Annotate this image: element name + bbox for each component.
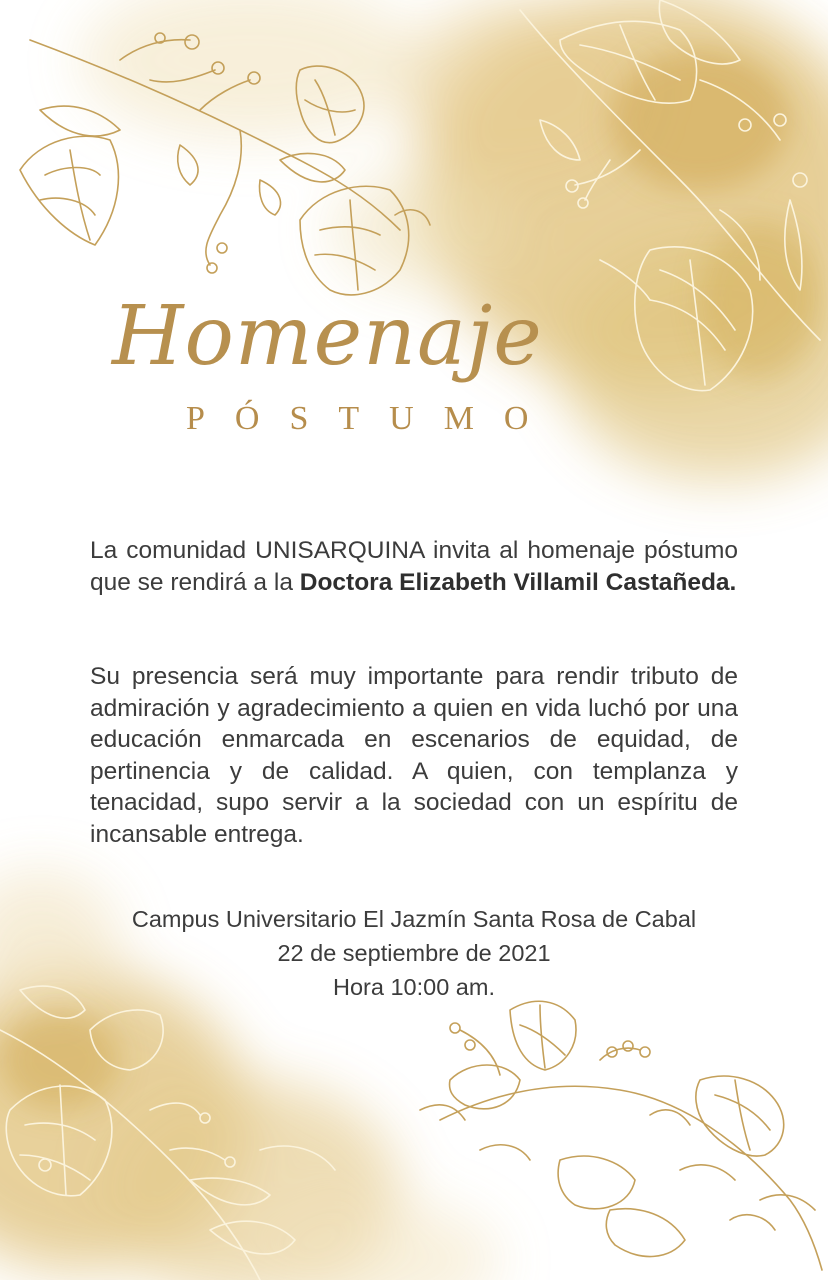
floral-branch-bottom-left-icon [0, 986, 335, 1280]
floral-branch-top-right-icon [520, 0, 820, 391]
intro-paragraph [90, 535, 738, 598]
title-subtitle: PÓSTUMO [186, 400, 559, 437]
event-date: 22 de septiembre de 2021 [277, 940, 551, 966]
intro-text: La comunidad UNISARQUINA invita al homenaje póstumo que se rendirá a la [90, 537, 738, 596]
event-place: Campus Universitario El Jazmín Santa Rosa de Cabal [131, 906, 697, 932]
honoree-name: Doctora Elizabeth Villamil Castañeda. [299, 568, 737, 596]
event-details [90, 902, 738, 1004]
event-time: Hora 10:00 am. [333, 974, 495, 1000]
title-script: Homenaje [112, 289, 543, 384]
floral-branch-bottom-right-icon [420, 1001, 822, 1270]
tribute-paragraph: Su presencia será muy importante para rendir tributo de admiración y agradecimiento a quien en vida luchó por una educación enmarcada en escenarios de equidad, de pertinencia y de calidad. A quien, con templanza y tenacidad, supo servir a la sociedad con un espíritu de incansable entrega. [90, 663, 738, 848]
floral-branch-top-left-icon [20, 33, 430, 295]
